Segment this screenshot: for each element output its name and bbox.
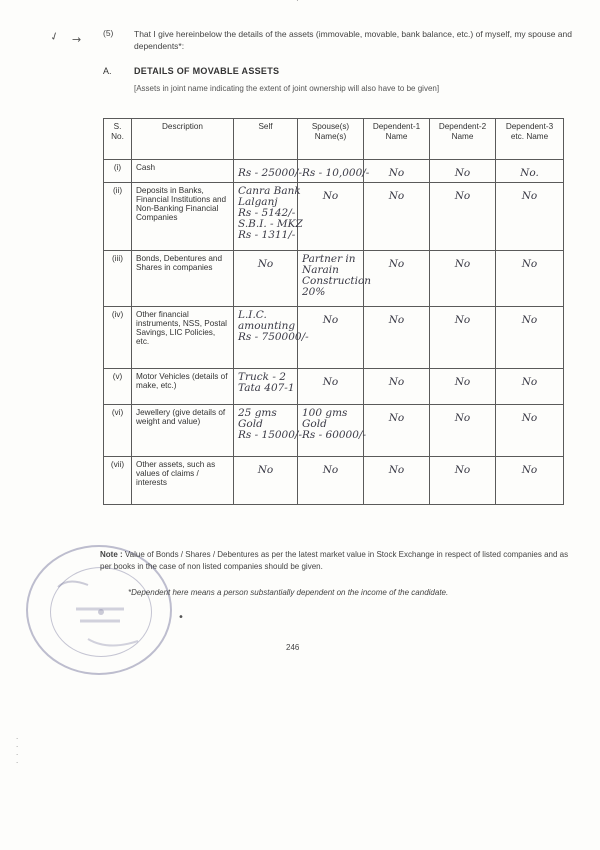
handwritten-line: 20% [302, 286, 326, 298]
handwritten-line: Lalganj [238, 196, 278, 208]
header-dependent-3: Dependent-3 etc. Name [496, 119, 564, 160]
section-title: DETAILS OF MOVABLE ASSETS [134, 66, 280, 76]
cell-self-handwritten [234, 251, 298, 307]
scan-top-mark: · [296, 0, 299, 6]
cell-dep3-handwritten: No [496, 183, 564, 251]
cell-dep1-handwritten: No [364, 457, 430, 505]
footnote-note [100, 549, 570, 573]
cell-spouse-handwritten [298, 457, 364, 505]
cell-description: Other assets, such as values of claims / interests [132, 457, 234, 505]
section-note: [Assets in joint name indicating the extent of joint ownership will also have to be given] [134, 84, 440, 93]
item-number: (5) [103, 28, 114, 38]
table-row [104, 405, 564, 457]
handwritten-line: Tata 407-1 [238, 382, 295, 394]
cell-dep3-handwritten: No [496, 457, 564, 505]
cell-description: Other financial instruments, NSS, Postal Savings, LIC Policies, etc. [132, 307, 234, 369]
table-row [104, 183, 564, 251]
cell-dep2-handwritten: No [430, 457, 496, 505]
table-row [104, 160, 564, 183]
cell-dep2-handwritten: No [430, 183, 496, 251]
cell-dep2-handwritten: No [430, 405, 496, 457]
cell-dep2-handwritten: No [430, 307, 496, 369]
header-dependent-2: Dependent-2 Name [430, 119, 496, 160]
handwritten-line: Gold [238, 418, 263, 430]
footnote-label: Note : [100, 550, 123, 559]
cell-description: Motor Vehicles (details of make, etc.) [132, 369, 234, 405]
header-sno: S. No. [104, 119, 132, 160]
handwritten-line: No [322, 314, 339, 326]
cell-self-handwritten [234, 307, 309, 369]
handwritten-line: No [257, 464, 274, 476]
cell-dep3-handwritten: No [496, 251, 564, 307]
cell-dep2-handwritten: No [430, 251, 496, 307]
cell-description: Jewellery (give details of weight and value) [132, 405, 234, 457]
item-text: That I give hereinbelow the details of the assets (immovable, movable, bank balance, etc.) of myself, my spouse and dependents*: [134, 29, 572, 51]
cell-dep1-handwritten: No [364, 307, 430, 369]
cell-dep3-handwritten: No. [496, 160, 564, 183]
handwritten-line: Rs - 15000/- [238, 429, 303, 441]
table-body [104, 160, 564, 505]
header-self: Self [234, 119, 298, 160]
scan-tick-mark: ✓ [48, 28, 62, 45]
handwritten-line: Rs - 5142/- [238, 207, 296, 219]
table-row [104, 457, 564, 505]
section-letter: A. [103, 66, 112, 76]
cell-self-handwritten [234, 369, 298, 405]
cell-dep1-handwritten: No [364, 160, 430, 183]
handwritten-line: Truck - 2 [238, 371, 286, 383]
cell-self-handwritten [234, 457, 298, 505]
scan-arrow-mark: → [72, 33, 82, 46]
cell-dep1-handwritten: No [364, 183, 430, 251]
cell-spouse-handwritten [298, 405, 367, 457]
cell-sno: (v) [104, 369, 132, 405]
handwritten-line: Narain [302, 264, 339, 276]
cell-self-handwritten [234, 405, 303, 457]
handwritten-line: Canra Bank [238, 185, 301, 197]
cell-spouse-handwritten [298, 251, 372, 307]
handwritten-line: No [322, 464, 339, 476]
page-number: 246 [286, 643, 300, 652]
cell-dep2-handwritten: No [430, 160, 496, 183]
cell-description: Deposits in Banks, Financial Institutions and Non-Banking Financial Companies [132, 183, 234, 251]
cell-dep1-handwritten: No [364, 251, 430, 307]
cell-description: Cash [132, 160, 234, 183]
cell-sno: (ii) [104, 183, 132, 251]
header-description: Description [132, 119, 234, 160]
cell-spouse-handwritten [298, 160, 370, 183]
cell-sno: (vii) [104, 457, 132, 505]
handwritten-line: Rs - 1311/- [238, 229, 296, 241]
handwritten-line: Rs - 10,000/- [302, 167, 370, 179]
handwritten-line: No [322, 190, 339, 202]
footnote-note-text: Value of Bonds / Shares / Debentures as per the latest market value in Stock Exchange in respect of listed companies and as per books in the case of non listed companies should be given. [100, 550, 569, 571]
cell-dep1-handwritten: No [364, 369, 430, 405]
cell-self-handwritten [234, 160, 303, 183]
cell-sno: (iii) [104, 251, 132, 307]
cell-spouse-handwritten [298, 369, 364, 405]
header-spouse: Spouse(s) Name(s) [298, 119, 364, 160]
handwritten-line: S.B.I. - MKZ [238, 218, 303, 230]
handwritten-line: amounting [238, 320, 296, 332]
cell-dep2-handwritten: No [430, 369, 496, 405]
table-row [104, 251, 564, 307]
header-dependent-1: Dependent-1 Name [364, 119, 430, 160]
cell-self-handwritten [234, 183, 303, 251]
handwritten-line: 25 gms [238, 407, 277, 419]
table-header-row [104, 119, 564, 160]
cell-sno: (iv) [104, 307, 132, 369]
margin-dots: · · · · [16, 735, 19, 767]
footnote-dependent: *Dependent here means a person substantially dependent on the income of the candidate. [128, 588, 449, 597]
cell-dep3-handwritten: No [496, 369, 564, 405]
table-row [104, 307, 564, 369]
scan-dot-mark: • [178, 612, 184, 623]
cell-description: Bonds, Debentures and Shares in companies [132, 251, 234, 307]
cell-dep3-handwritten: No [496, 307, 564, 369]
handwritten-line: No [257, 258, 274, 270]
handwritten-line: L.I.C. [238, 309, 267, 321]
handwritten-line: 100 gms [302, 407, 348, 419]
movable-assets-table [103, 118, 564, 505]
cell-sno: (i) [104, 160, 132, 183]
cell-sno: (vi) [104, 405, 132, 457]
table-row [104, 369, 564, 405]
handwritten-line: Gold [302, 418, 327, 430]
cell-dep3-handwritten: No [496, 405, 564, 457]
handwritten-line: Partner in [302, 253, 356, 265]
cell-dep1-handwritten: No [364, 405, 430, 457]
handwritten-line: Rs - 750000/- [238, 331, 309, 343]
handwritten-line: Rs - 60000/- [302, 429, 367, 441]
handwritten-line: Construction [302, 275, 372, 287]
cell-spouse-handwritten [298, 183, 364, 251]
handwritten-line: Rs - 25000/- [238, 167, 303, 179]
handwritten-line: No [322, 376, 339, 388]
